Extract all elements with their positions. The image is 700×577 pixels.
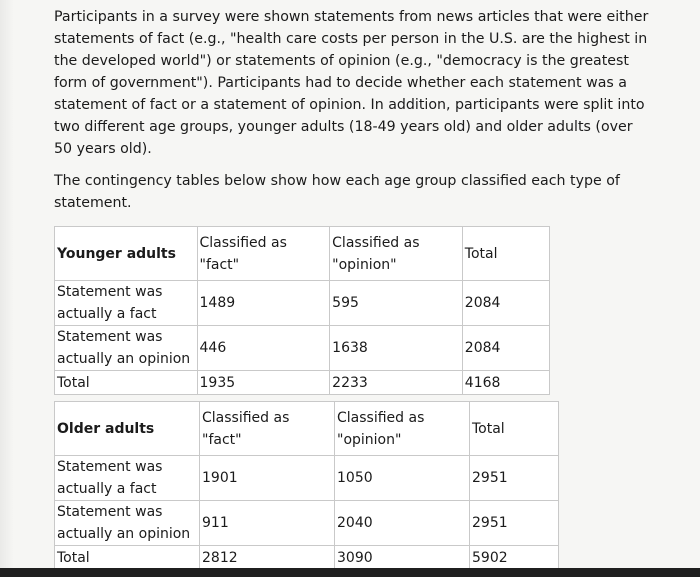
group-label: Younger adults	[55, 227, 198, 281]
table-row	[55, 326, 550, 371]
older-adults-table	[54, 401, 559, 570]
bottom-edge-bar	[0, 568, 700, 577]
cell-opinion: 595	[330, 281, 463, 326]
col-header-total: Total	[470, 402, 559, 456]
intro-paragraph: Participants in a survey were shown statements from news articles that were either statements of fact (e.g., "health care costs per person in the U.S. are the highest in the developed world") or statements of opinion (e.g., "democracy is the greatest form of government"). Participants had to decide whether each statement was a statement of fact or a statement of opinion. In addition, participants were split into two different age groups, younger adults (18-49 years old) and older adults (over 50 years old).	[54, 9, 649, 157]
cell-total: 4168	[462, 371, 549, 395]
table-row	[55, 281, 550, 326]
table-header-row	[55, 402, 559, 456]
cell-opinion: 3090	[335, 546, 470, 570]
younger-adults-table	[54, 226, 550, 395]
cell-opinion: 2233	[330, 371, 463, 395]
cell-opinion: 2040	[335, 501, 470, 546]
cell-total: 2084	[462, 281, 549, 326]
cell-fact: 446	[197, 326, 330, 371]
row-label: Statement was actually a fact	[55, 281, 198, 326]
col-header-fact: Classified as "fact"	[197, 227, 330, 281]
cell-fact: 911	[200, 501, 335, 546]
table-row	[55, 501, 559, 546]
row-label: Total	[55, 546, 200, 570]
page-edge-shadow	[0, 0, 14, 577]
table-header-row	[55, 227, 550, 281]
row-label: Statement was actually an opinion	[55, 501, 200, 546]
row-label: Statement was actually an opinion	[55, 326, 198, 371]
table-row-total	[55, 371, 550, 395]
col-header-opinion: Classified as "opinion"	[335, 402, 470, 456]
group-label: Older adults	[55, 402, 200, 456]
table-row-total	[55, 546, 559, 570]
cell-total: 2951	[470, 501, 559, 546]
cell-fact: 1901	[200, 456, 335, 501]
cell-fact: 1489	[197, 281, 330, 326]
cell-fact: 1935	[197, 371, 330, 395]
cell-total: 2951	[470, 456, 559, 501]
cell-total: 2084	[462, 326, 549, 371]
col-header-opinion: Classified as "opinion"	[330, 227, 463, 281]
cell-opinion: 1050	[335, 456, 470, 501]
col-header-fact: Classified as "fact"	[200, 402, 335, 456]
table-row	[55, 456, 559, 501]
cell-total: 5902	[470, 546, 559, 570]
row-label: Total	[55, 371, 198, 395]
cell-opinion: 1638	[330, 326, 463, 371]
col-header-total: Total	[462, 227, 549, 281]
row-label: Statement was actually a fact	[55, 456, 200, 501]
table-intro-paragraph: The contingency tables below show how each age group classified each type of statement.	[54, 173, 620, 211]
cell-fact: 2812	[200, 546, 335, 570]
